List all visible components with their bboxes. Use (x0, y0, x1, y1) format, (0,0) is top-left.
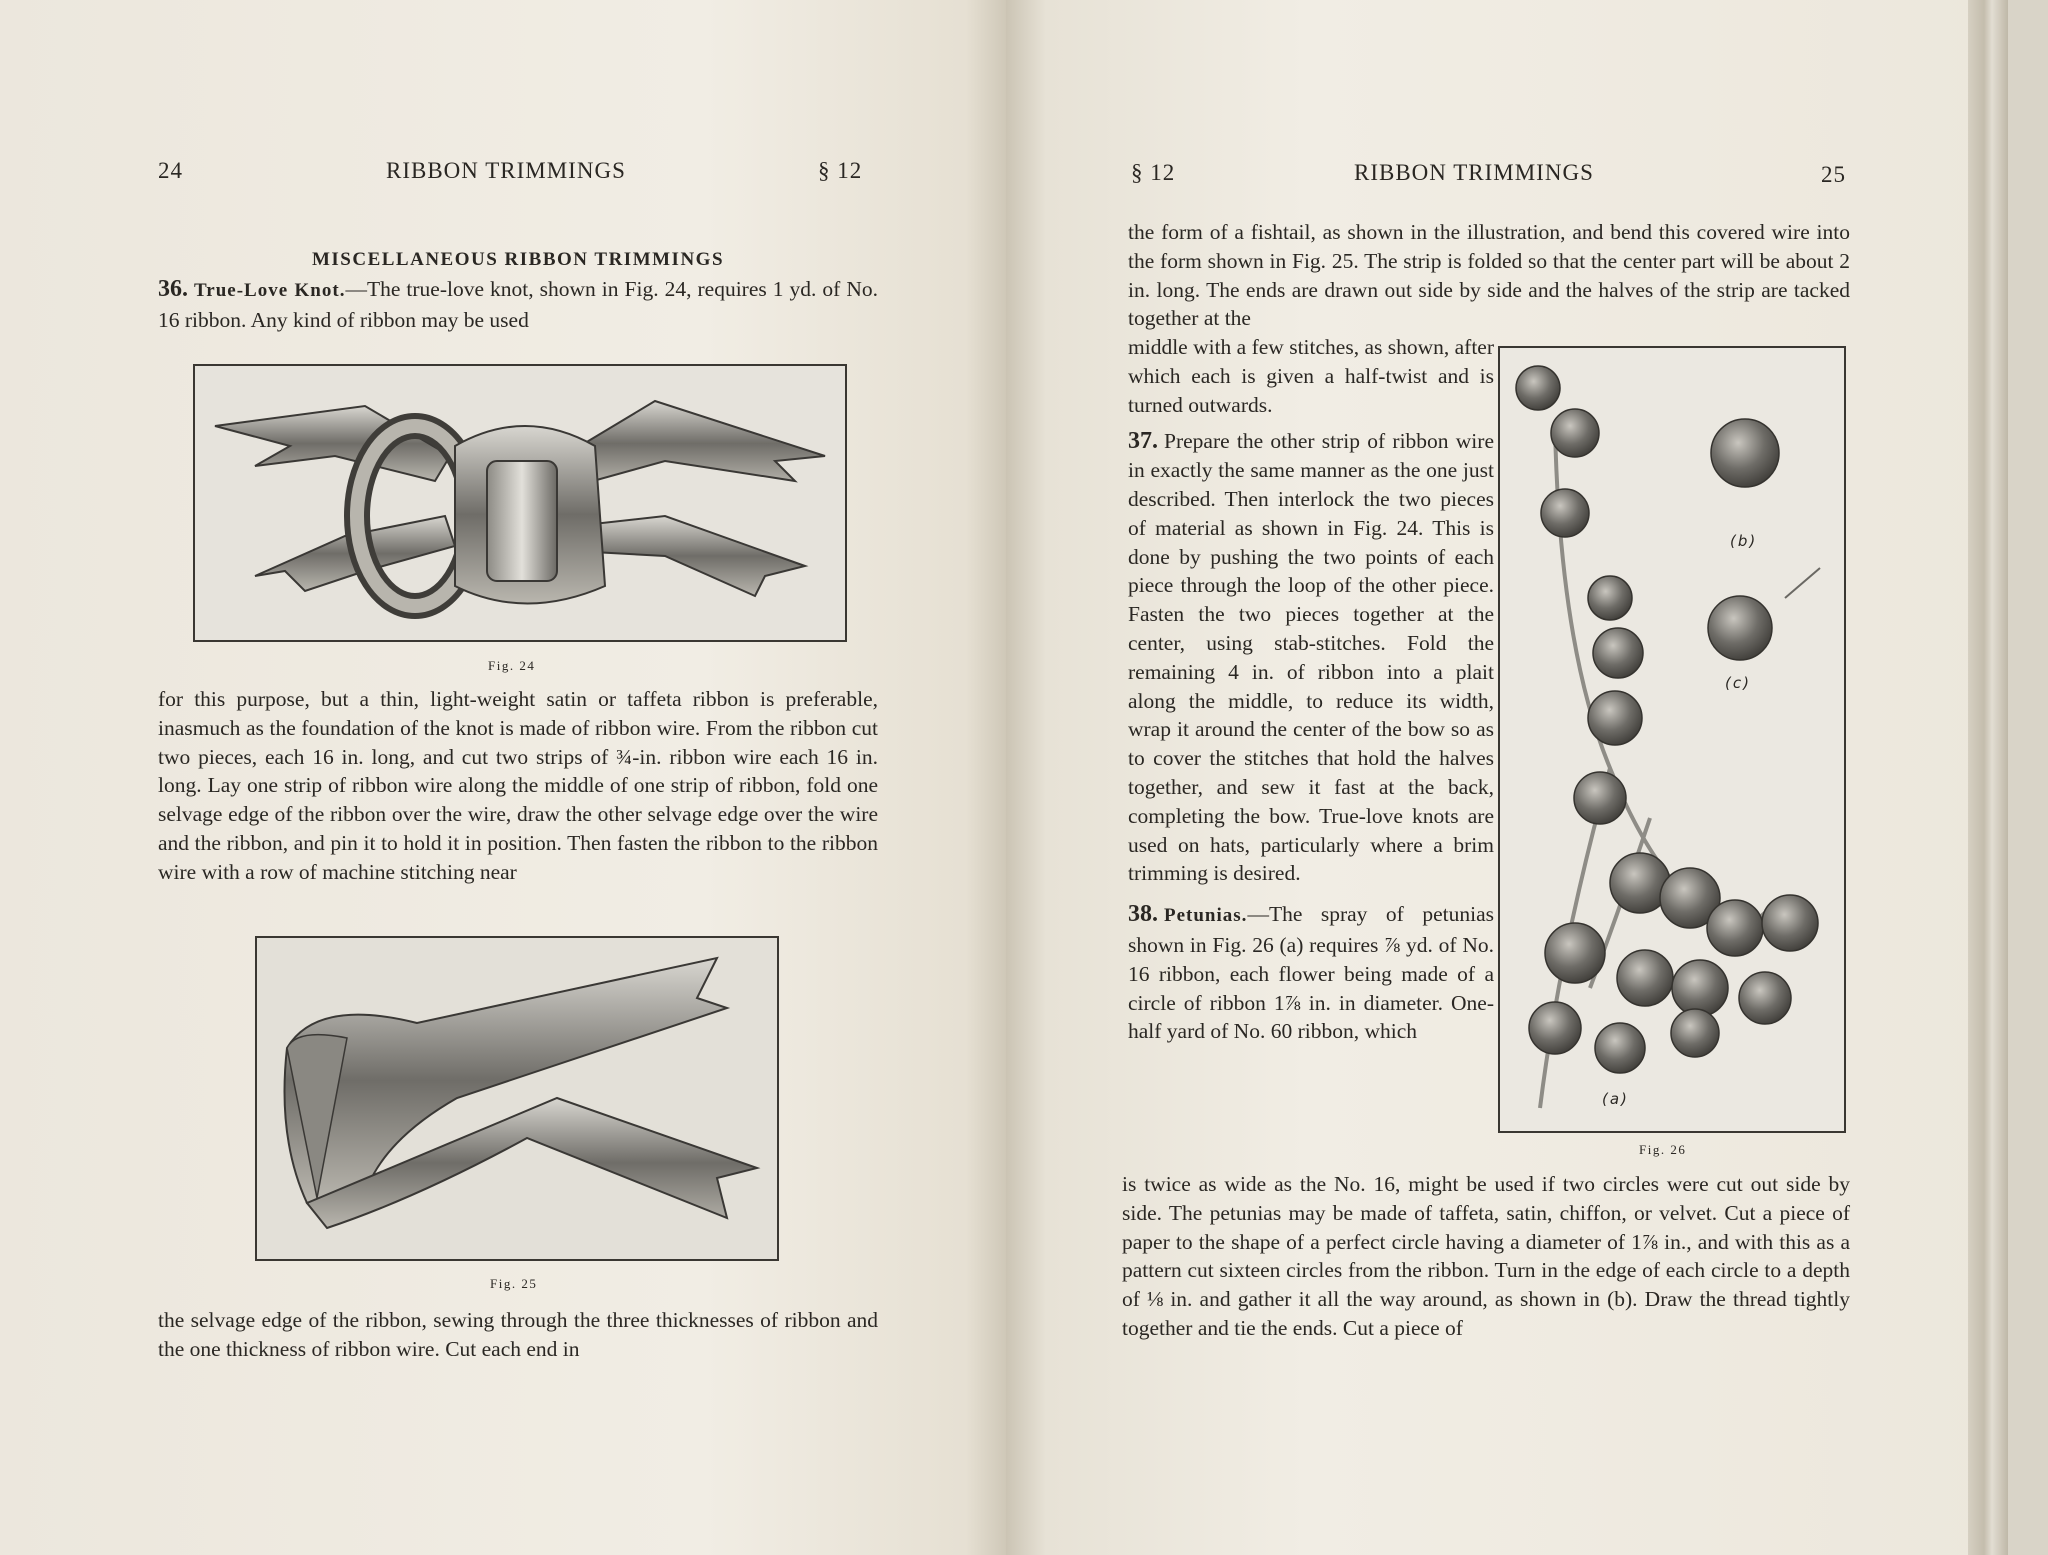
paragraph-38-narrow (1128, 900, 1494, 1046)
page-number-right: 25 (1821, 162, 1846, 187)
text-block-intro (158, 246, 878, 334)
paragraph-number: 37. (1128, 428, 1158, 455)
left-page (0, 0, 1006, 1555)
figure-25-image (255, 936, 779, 1261)
page-number-left: 24 (158, 158, 183, 183)
page-edges (1968, 0, 2008, 1555)
continuation-narrow: middle with a few stitches, as shown, after which each is given a half-twist and is turned outwards. (1128, 335, 1495, 417)
ribbon-loop-illustration (257, 938, 777, 1259)
running-title-right: RIBBON TRIMMINGS (1354, 160, 1594, 185)
paragraph-36-intro (158, 275, 878, 335)
figure-24-caption: Fig. 24 (488, 658, 536, 673)
paragraph-36-body: for this purpose, but a thin, light-weight satin or taffeta ribbon is preferable, inasmuch as the foundation of the knot is made of ribbon wire. From the ribbon cut two pieces, each 16 in. long, and cut two strips of ¾-in. ribbon wire each 16 in. long. Lay one strip of ribbon wire along the middle of one strip of ribbon, fold one selvage edge of the ribbon over the wire, draw the other selvage edge over the wire and the ribbon, and pin it to hold it in position. Then fasten the ribbon to the ribbon wire with a row of machine stitching near (158, 687, 878, 884)
paragraph-36-end: the selvage edge of the ribbon, sewing through the three thicknesses of ribbon and the one thickness of ribbon wire. Cut each end in (158, 1308, 878, 1361)
paragraph-text: Prepare the other strip of ribbon wire in exactly the same manner as the one just described. Then interlock the two pieces of material as shown in Fig. 24. This is done by pushing the two points of each piece through the loop of the other piece. Fasten the two pieces together at the center, using stab-stitches. Fold the remaining 4 in. of ribbon into a plait along the middle, to reduce its width, wrap it around the center of the bow so as to cover the stitches that hold the halves together, and sew it fast at the back, completing the bow. True-love knots are used on hats, particularly where a brim trimming is desired. (1128, 429, 1494, 886)
running-title-left: RIBBON TRIMMINGS (386, 158, 626, 183)
figure-26-label-b: (b) (1730, 532, 1758, 550)
petunia-spray-illustration (1500, 348, 1844, 1131)
paragraph-title: Petunias. (1164, 905, 1248, 927)
paragraph-number: 38. (1128, 901, 1158, 928)
paragraph-38-full: is twice as wide as the No. 16, might be used if two circles were cut out side by side. The petunias may be made of taffeta, satin, chiffon, or velvet. Cut a piece of paper to the shape of a perfect circle having a diameter of 1⅞ in., and with this as a pattern cut sixteen circles from the ribbon. Turn in the edge of each circle to a depth of ⅛ in. and gather it all the way around, as shown in (b). Draw the thread tightly together and tie the ends. Cut a piece of (1122, 1172, 1850, 1340)
figure-24-image (193, 364, 847, 642)
true-love-knot-illustration (195, 366, 845, 640)
section-heading: MISCELLANEOUS RIBBON TRIMMINGS (311, 249, 725, 270)
paragraph-text: —The spray of petunias shown in Fig. 26 (a) requires ⅞ yd. of No. 16 ribbon, each flower being made of a circle of ribbon 1⅞ in. in diameter. One-half yard of No. 60 ribbon, which (1128, 902, 1494, 1044)
continuation-text: the form of a fishtail, as shown in the illustration, and bend this covered wire into the form shown in Fig. 25. The strip is folded so that the center part will be about 2 in. long. The ends are drawn out side by side and the halves of the strip are tacked together at the (1128, 220, 1850, 331)
paragraph-title: True-Love Knot. (194, 279, 346, 301)
paragraph-37 (1128, 427, 1494, 888)
figure-26-caption: Fig. 26 (1639, 1142, 1687, 1157)
right-page (1006, 0, 2008, 1555)
section-mark-left: § 12 (818, 158, 863, 183)
paragraph-number: 36. (158, 275, 188, 302)
figure-26-label-c: (c) (1725, 674, 1751, 692)
figure-26-image (1498, 346, 1846, 1133)
figure-26-label-a: (a) (1602, 1090, 1629, 1108)
figure-25-caption: Fig. 25 (490, 1276, 538, 1291)
paragraph-text: —The true-love knot, shown in Fig. 24, requires 1 yd. of No. 16 ribbon. Any kind of ribbon may be used (158, 276, 878, 332)
section-mark-right: § 12 (1131, 160, 1176, 185)
narrow-column (1128, 333, 1494, 1046)
